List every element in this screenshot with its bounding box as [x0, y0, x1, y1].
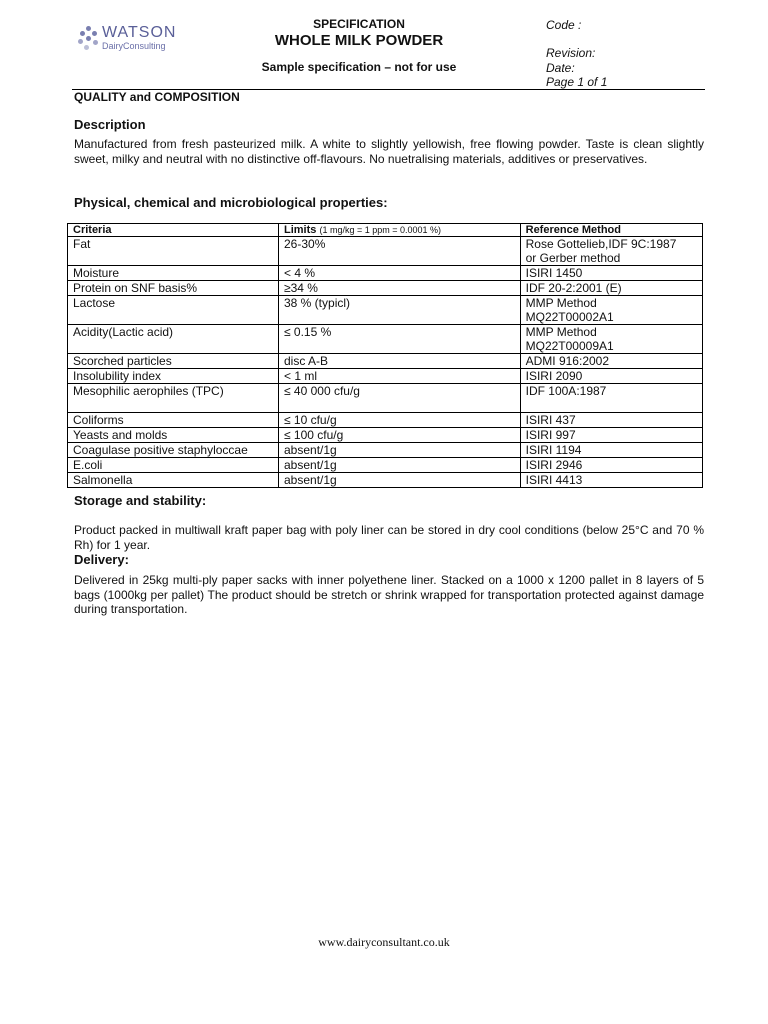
criteria-cell: Fat: [68, 237, 279, 266]
storage-text: Product packed in multiwall kraft paper bag with poly liner can be stored in dry cool conditions (below 25°C and 70 % Rh) for 1 year.: [74, 523, 704, 552]
table-row: [68, 473, 703, 488]
limits-cell: ≥34 %: [279, 281, 521, 296]
method-cell: ADMI 916:2002: [520, 354, 702, 369]
method-cell: ISIRI 2946: [520, 458, 702, 473]
table-row: [68, 296, 703, 325]
table-row: [68, 458, 703, 473]
method-cell: ISIRI 2090: [520, 369, 702, 384]
criteria-cell: Yeasts and molds: [68, 428, 279, 443]
method-line: Rose Gottelieb,IDF 9C:1987: [525, 237, 677, 251]
limits-cell: absent/1g: [279, 458, 521, 473]
date-field: Date:: [546, 61, 575, 75]
limits-cell: 26-30%: [279, 237, 521, 266]
limits-cell: ≤ 100 cfu/g: [279, 428, 521, 443]
method-line-2: or Gerber method: [525, 251, 621, 265]
limits-cell: ≤ 0.15 %: [279, 325, 521, 354]
criteria-cell: Insolubility index: [68, 369, 279, 384]
document-title: WHOLE MILK POWDER: [274, 32, 444, 49]
footer-url: www.dairyconsultant.co.uk: [318, 935, 450, 949]
table-row: [68, 428, 703, 443]
page-number: Page 1 of 1: [546, 75, 608, 89]
criteria-cell: E.coli: [68, 458, 279, 473]
method-cell: ISIRI 437: [520, 413, 702, 428]
method-cell: IDF 20-2:2001 (E): [520, 281, 702, 296]
limits-cell: ≤ 40 000 cfu/g: [279, 384, 521, 413]
delivery-heading: Delivery:: [74, 552, 129, 567]
section-label: QUALITY and COMPOSITION: [74, 90, 240, 104]
criteria-cell: Coliforms: [68, 413, 279, 428]
code-field: Code :: [546, 18, 582, 32]
properties-heading: Physical, chemical and microbiological properties:: [74, 195, 388, 210]
table-row: [68, 413, 703, 428]
spec-label: SPECIFICATION: [313, 17, 405, 31]
method-cell: [520, 296, 702, 325]
table-row: [68, 443, 703, 458]
method-column-header: Reference Method: [520, 224, 702, 237]
logo-wordmark: WATSON: [102, 24, 177, 41]
criteria-cell: Salmonella: [68, 473, 279, 488]
delivery-text: Delivered in 25kg multi-ply paper sacks with inner polyethene liner. Stacked on a 1000 x 1200 pallet in 8 layers of 5 bags (1000kg per pallet) The product should be stretch or shrink wrapped for transportation protected against damage during transportation.: [74, 573, 704, 616]
method-cell: ISIRI 4413: [520, 473, 702, 488]
criteria-cell: Protein on SNF basis%: [68, 281, 279, 296]
limits-cell: absent/1g: [279, 473, 521, 488]
criteria-cell: [68, 384, 279, 413]
method-cell: ISIRI 1194: [520, 443, 702, 458]
logo-subtitle: DairyConsulting: [102, 41, 166, 51]
limits-header-note: (1 mg/kg = 1 ppm = 0.0001 %): [319, 225, 442, 235]
criteria-cell: Lactose: [68, 296, 279, 325]
criteria-cell: Acidity(Lactic acid): [68, 325, 279, 354]
method-line: MMP Method: [525, 325, 597, 339]
criteria-column-header: Criteria: [68, 224, 279, 237]
table-row: [68, 281, 703, 296]
limits-cell: absent/1g: [279, 443, 521, 458]
method-cell: IDF 100A:1987: [520, 384, 702, 413]
method-line: MMP Method: [525, 296, 597, 310]
properties-table: [67, 223, 703, 488]
table-header-row: [68, 224, 703, 237]
method-line-2: MQ22T00009A1: [525, 339, 614, 353]
description-text: Manufactured from fresh pasteurized milk. A white to slightly yellowish, free flowing powder. Taste is clean slightly sweet, milky and neutral with no distinctive off-flavours. No nuetralising materials, additives or preservatives.: [74, 137, 704, 166]
table-row: [68, 369, 703, 384]
limits-cell: 38 % (typicl): [279, 296, 521, 325]
method-cell: [520, 237, 702, 266]
criteria-text: Mesophilic aerophiles (TPC): [73, 384, 224, 398]
method-cell: ISIRI 1450: [520, 266, 702, 281]
revision-field: Revision:: [546, 46, 596, 60]
limits-cell: disc A-B: [279, 354, 521, 369]
limits-cell: < 4 %: [279, 266, 521, 281]
method-line-2: MQ22T00002A1: [525, 310, 614, 324]
description-heading: Description: [74, 117, 146, 132]
method-cell: [520, 325, 702, 354]
criteria-cell: Moisture: [68, 266, 279, 281]
table-row: [68, 237, 703, 266]
limits-column-header: [279, 224, 521, 237]
storage-heading: Storage and stability:: [74, 493, 207, 508]
sample-note: Sample specification – not for use: [261, 60, 457, 74]
criteria-cell: Coagulase positive staphyloccae: [68, 443, 279, 458]
table-row: [68, 384, 703, 413]
table-row: [68, 354, 703, 369]
method-cell: ISIRI 997: [520, 428, 702, 443]
table-row: [68, 266, 703, 281]
limits-cell: < 1 ml: [279, 369, 521, 384]
table-row: [68, 325, 703, 354]
limits-header-label: Limits: [284, 224, 317, 236]
limits-cell: ≤ 10 cfu/g: [279, 413, 521, 428]
criteria-cell: Scorched particles: [68, 354, 279, 369]
